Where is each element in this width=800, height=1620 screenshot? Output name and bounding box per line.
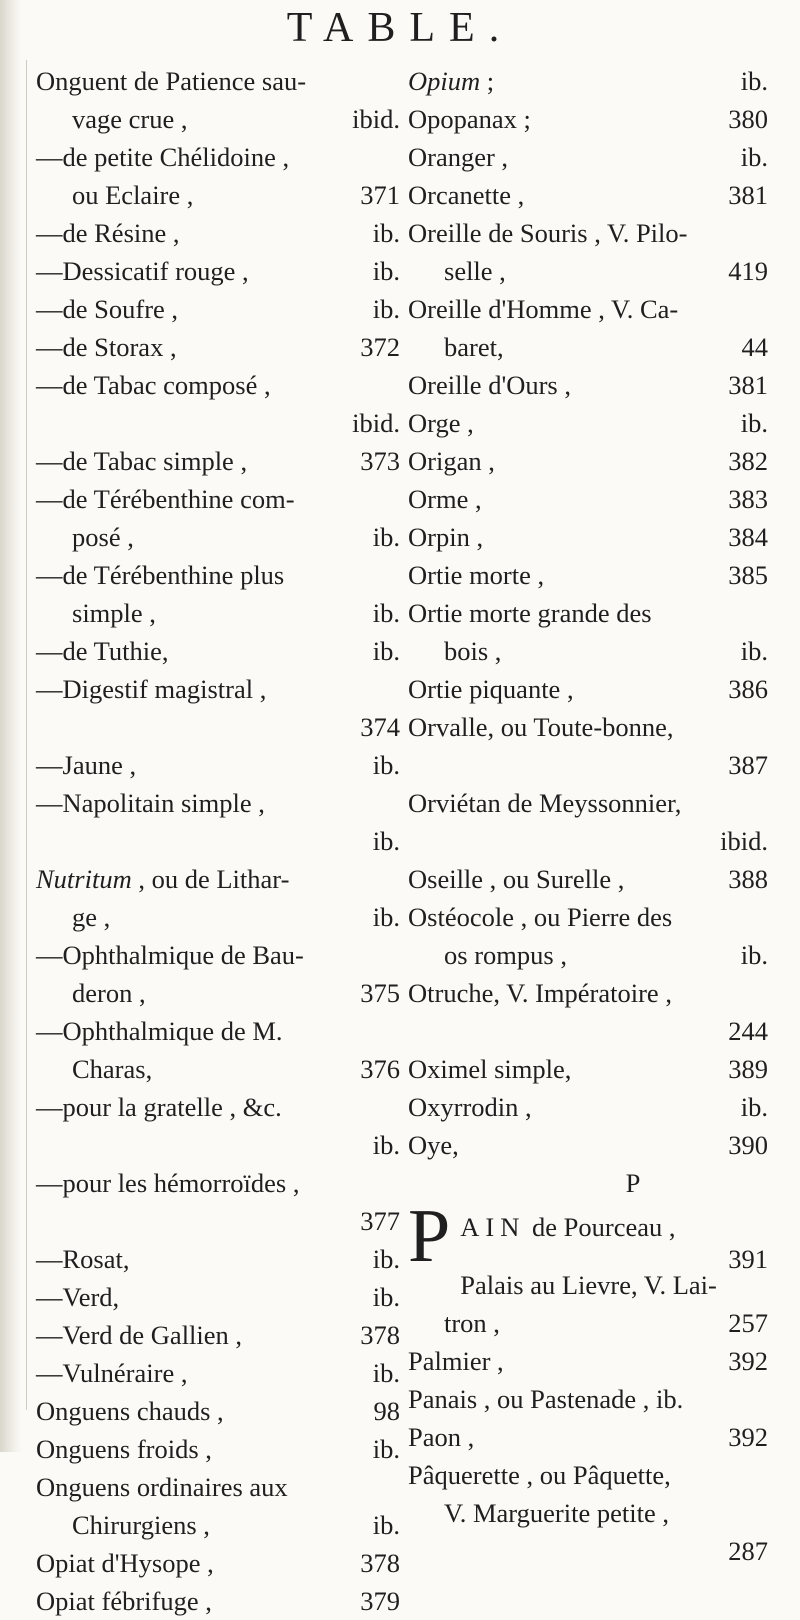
index-entry: [36, 62, 400, 138]
entry-line: [36, 1088, 400, 1126]
index-entry: [36, 632, 400, 670]
entry-line: [36, 746, 400, 784]
entry-line: [36, 594, 400, 632]
index-entry: [36, 138, 400, 214]
entry-term: —pour les hémorroïdes ,: [36, 1168, 300, 1198]
entry-term: Oye,: [408, 1130, 459, 1160]
page-ref: 381: [728, 370, 768, 400]
entry-term: —de Résine ,: [36, 218, 180, 248]
entry-line: [36, 1126, 400, 1164]
entry-line: [408, 556, 768, 594]
page-ref: ib.: [740, 1092, 768, 1122]
page-ref: ibid.: [352, 104, 400, 134]
entry-term: Opopanax ;: [408, 104, 531, 134]
page-ref: ib.: [372, 636, 400, 666]
index-entry: [408, 214, 768, 290]
index-entry: [36, 1468, 400, 1544]
index-entry: [36, 1012, 400, 1088]
page-ref: 419: [728, 256, 768, 286]
page-ref: ib.: [372, 826, 400, 856]
index-entry: [408, 1380, 768, 1418]
index-entry: [36, 784, 400, 860]
entry-line: [408, 252, 768, 290]
index-entry: [36, 670, 400, 746]
section-p: [408, 1194, 768, 1570]
entry-term: Paon ,: [408, 1422, 475, 1452]
entry-term: Orpin ,: [408, 522, 484, 552]
entry-term: —de Tabac composé ,: [36, 370, 271, 400]
entry-line: [36, 1430, 400, 1468]
margin-rule: [26, 60, 27, 1410]
entry-term: Onguent de Patience sau-: [36, 66, 307, 96]
page-ref: ib.: [372, 1244, 400, 1274]
entry-term: Oseille , ou Surelle ,: [408, 864, 625, 894]
index-entry: [36, 366, 400, 442]
entry-term: Chirurgiens ,: [72, 1510, 210, 1540]
page-ref: 389: [728, 1054, 768, 1084]
index-entry: [408, 1418, 768, 1456]
entry-term: Palais au Lievre, V. Lai-: [460, 1270, 717, 1300]
index-entry: [36, 1392, 400, 1430]
entry-term: —Rosat,: [36, 1244, 130, 1274]
page-ref: 388: [728, 864, 768, 894]
page-ref: ib.: [372, 1434, 400, 1464]
page-ref: ib.: [372, 1358, 400, 1388]
section-p-first-entry: [408, 1194, 768, 1278]
index-entry: [408, 100, 768, 138]
entry-term: Opium ;: [408, 66, 495, 96]
entry-term: —Jaune ,: [36, 750, 137, 780]
entry-line: [408, 518, 768, 556]
entry-term: Panais , ou Pastenade , ib.: [408, 1384, 684, 1414]
index-entry: [408, 366, 768, 404]
entry-line: [408, 138, 768, 176]
entry-line: [408, 1456, 768, 1494]
entry-term: Charas,: [72, 1054, 153, 1084]
entry-line: [36, 556, 400, 594]
index-entry: [408, 1088, 768, 1126]
page-ref: 387: [728, 750, 768, 780]
entry-line: [408, 328, 768, 366]
entry-term: Ostéocole , ou Pierre des: [408, 902, 673, 932]
index-entry: [36, 290, 400, 328]
entry-term: Palmier ,: [408, 1346, 504, 1376]
entry-line: [36, 784, 400, 822]
catchword: P: [625, 1168, 641, 1198]
index-entry: [408, 518, 768, 556]
entry-term: ge ,: [72, 902, 111, 932]
index-entry: [36, 1240, 400, 1278]
index-entry: [408, 1126, 768, 1164]
entry-term: —de petite Chélidoine ,: [36, 142, 290, 172]
entry-line: [36, 632, 400, 670]
index-entry: [408, 594, 768, 670]
entry-line: [36, 1468, 400, 1506]
entry-line: [36, 252, 400, 290]
entry-line: [408, 746, 768, 784]
entry-term: —de Térébenthine plus: [36, 560, 285, 590]
index-entry: [408, 670, 768, 708]
entry-term: Oreille d'Homme , V. Ca-: [408, 294, 679, 324]
entry-line: [408, 214, 768, 252]
entry-line: [408, 290, 768, 328]
entry-line: [36, 822, 400, 860]
page-ref: 374: [360, 712, 400, 742]
entry-term: Orviétan de Meyssonnier,: [408, 788, 682, 818]
index-entry: [36, 746, 400, 784]
page-ref: 390: [728, 1130, 768, 1160]
index-entry: [408, 1456, 768, 1532]
page-ref: 373: [360, 446, 400, 476]
entry-term: Orcanette ,: [408, 180, 525, 210]
entry-line: [36, 1506, 400, 1544]
right-column: [408, 62, 768, 1570]
entry-line: [36, 974, 400, 1012]
page-ref: 392: [728, 1346, 768, 1376]
entry-line: [36, 1278, 400, 1316]
entry-line: [408, 480, 768, 518]
entry-term: Oreille de Souris , V. Pilo-: [408, 218, 688, 248]
page-ref: ibid.: [352, 408, 400, 438]
entry-line: [36, 176, 400, 214]
index-entry: [408, 1164, 768, 1202]
page-ref: ib.: [372, 522, 400, 552]
entry-line: [36, 860, 400, 898]
entry-term: Orme ,: [408, 484, 482, 514]
entry-term: os rompus ,: [444, 940, 567, 970]
page-ref: 378: [360, 1548, 400, 1578]
entry-line: [36, 480, 400, 518]
index-entry: [36, 328, 400, 366]
entry-line: [408, 594, 768, 632]
entry-term: Oximel simple,: [408, 1054, 572, 1084]
entry-term: Oranger ,: [408, 142, 509, 172]
page-ref: 379: [360, 1586, 400, 1616]
entry-line: [36, 1050, 400, 1088]
index-entry: [36, 1430, 400, 1468]
entry-term: Onguens froids ,: [36, 1434, 212, 1464]
index-entry: [408, 974, 768, 1050]
entry-term: vage crue ,: [72, 104, 188, 134]
index-entry: [36, 442, 400, 480]
entry-line: [36, 1202, 400, 1240]
entry-term: Otruche, V. Impératoire ,: [408, 978, 672, 1008]
entry-line: [36, 1164, 400, 1202]
entry-line: [36, 442, 400, 480]
entry-line: [408, 100, 768, 138]
entry-term: —de Tuthie,: [36, 636, 169, 666]
index-entry: [36, 1582, 400, 1620]
index-entry: [408, 480, 768, 518]
entry-term: —de Storax ,: [36, 332, 177, 362]
entry-line: [408, 1050, 768, 1088]
entry-term: Opiat d'Hysope ,: [36, 1548, 214, 1578]
right-column-entries: [408, 62, 768, 1202]
entry-term: simple ,: [72, 598, 156, 628]
first-page-ref: 391: [728, 1244, 768, 1274]
entry-line: [408, 936, 768, 974]
page-ref: ib.: [740, 636, 768, 666]
page-ref: 384: [728, 522, 768, 552]
entry-line: [408, 974, 768, 1012]
page-ref: ib.: [372, 598, 400, 628]
page-ref: 375: [360, 978, 400, 1008]
index-entry: [36, 1316, 400, 1354]
first-rest: de Pourceau ,: [532, 1212, 676, 1242]
entry-term: Oxyrrodin ,: [408, 1092, 532, 1122]
entry-term: baret,: [444, 332, 504, 362]
entry-term: —Verd,: [36, 1282, 120, 1312]
entry-line: [408, 1380, 768, 1418]
entry-line: [36, 1582, 400, 1620]
entry-term: Orvalle, ou Toute-bonne,: [408, 712, 674, 742]
entry-line: [36, 62, 400, 100]
entry-line: [408, 1088, 768, 1126]
entry-term: —de Soufre ,: [36, 294, 179, 324]
page-ref: ib.: [372, 750, 400, 780]
entry-term: —Verd de Gallien ,: [36, 1320, 243, 1350]
entry-term: Orge ,: [408, 408, 474, 438]
page-ref: 257: [728, 1308, 768, 1338]
page-ref: ib.: [372, 218, 400, 248]
index-entry: [408, 860, 768, 898]
entry-term: Nutritum , ou de Lithar-: [36, 864, 290, 894]
page-ref: ib.: [740, 408, 768, 438]
page-ref: 377: [360, 1206, 400, 1236]
index-entry: [36, 1354, 400, 1392]
entry-line: [36, 1544, 400, 1582]
page-header: TABLE.: [286, 5, 514, 51]
entry-line: [408, 1494, 768, 1532]
entry-term: Onguens ordinaires aux: [36, 1472, 288, 1502]
index-entry: [36, 1544, 400, 1582]
entry-line: [36, 404, 400, 442]
page-ref: 381: [728, 180, 768, 210]
entry-line: [36, 100, 400, 138]
entry-line: [408, 62, 768, 100]
entry-line: [408, 1418, 768, 1456]
entry-term: selle ,: [444, 256, 506, 286]
left-column: [36, 62, 400, 1620]
index-entry: [36, 1088, 400, 1164]
index-entry: [408, 1050, 768, 1088]
entry-term: —pour la gratelle , &c.: [36, 1092, 282, 1122]
entry-term: ou Eclaire ,: [72, 180, 194, 210]
entry-term: tron ,: [444, 1308, 500, 1338]
page-ref: ib.: [740, 66, 768, 96]
entry-term: deron ,: [72, 978, 146, 1008]
index-entry: [408, 708, 768, 784]
index-entry: [408, 404, 768, 442]
entry-term: —Vulnéraire ,: [36, 1358, 188, 1388]
entry-term: Pâquerette , ou Pâquette,: [408, 1460, 671, 1490]
page-ref: 98: [373, 1396, 400, 1426]
entry-line: [408, 632, 768, 670]
entry-line: [408, 670, 768, 708]
page-ref: 287: [728, 1536, 768, 1566]
entry-term: —de Térébenthine com-: [36, 484, 295, 514]
first-word: AIN: [460, 1212, 526, 1242]
entry-term: Opiat fébrifuge ,: [36, 1586, 212, 1616]
entry-line: [408, 442, 768, 480]
page-ref: 380: [728, 104, 768, 134]
entry-line: [408, 1342, 768, 1380]
index-entry: [408, 1342, 768, 1380]
entry-line: [36, 1392, 400, 1430]
page-ref: 244: [728, 1016, 768, 1046]
page-ref: ibid.: [720, 826, 768, 856]
index-entry: [408, 442, 768, 480]
entry-line: [408, 176, 768, 214]
entry-term: —Digestif magistral ,: [36, 674, 267, 704]
entry-line: [408, 708, 768, 746]
section-p-entries: [408, 1266, 768, 1570]
index-entry: [408, 176, 768, 214]
index-entry: [36, 1278, 400, 1316]
index-entry: [36, 1164, 400, 1240]
entry-term: —Napolitain simple ,: [36, 788, 265, 818]
index-entry: [36, 214, 400, 252]
entry-term: Ortie morte grande des: [408, 598, 652, 628]
page-ref: 383: [728, 484, 768, 514]
page-ref: 376: [360, 1054, 400, 1084]
index-entry: [408, 1532, 768, 1570]
entry-line: [408, 1304, 768, 1342]
entry-line: [36, 290, 400, 328]
entry-term: Ortie piquante ,: [408, 674, 574, 704]
entry-line: [408, 404, 768, 442]
entry-line: [36, 328, 400, 366]
index-entry: [36, 936, 400, 1012]
entry-line: [408, 898, 768, 936]
index-entry: [408, 1266, 768, 1342]
page-ref: ib.: [372, 902, 400, 932]
entry-line: [36, 898, 400, 936]
entry-line: [36, 1316, 400, 1354]
entry-line: [36, 1354, 400, 1392]
entry-term: —de Tabac simple ,: [36, 446, 248, 476]
page-ref: ib.: [372, 256, 400, 286]
entry-line: [408, 1532, 768, 1570]
index-entry: [408, 556, 768, 594]
index-entry: [408, 62, 768, 100]
index-entry: [408, 898, 768, 974]
entry-term: posé ,: [72, 522, 134, 552]
entry-term: —Ophthalmique de Bau-: [36, 940, 304, 970]
book-gutter: [0, 0, 22, 1452]
index-entry: [36, 860, 400, 936]
entry-line: [408, 860, 768, 898]
entry-line: [36, 1240, 400, 1278]
entry-line: [36, 936, 400, 974]
index-entry: [408, 138, 768, 176]
entry-term: V. Marguerite petite ,: [444, 1498, 669, 1528]
page-ref: ib.: [372, 1130, 400, 1160]
page-ref: 44: [741, 332, 768, 362]
entry-line: [36, 366, 400, 404]
entry-line: [36, 670, 400, 708]
entry-term: —Ophthalmique de M.: [36, 1016, 283, 1046]
page-ref: 371: [360, 180, 400, 210]
entry-line: [408, 1266, 768, 1304]
entry-line: [408, 1126, 768, 1164]
entry-line: [36, 214, 400, 252]
entry-line: [408, 784, 768, 822]
index-entry: [408, 290, 768, 366]
drop-initial: P: [408, 1194, 451, 1278]
page-ref: 392: [728, 1422, 768, 1452]
entry-line: [408, 1164, 768, 1202]
index-entry: [36, 252, 400, 290]
entry-line: [408, 822, 768, 860]
page-ref: 382: [728, 446, 768, 476]
index-entry: [36, 480, 400, 556]
index-entry: [408, 784, 768, 860]
page-ref: ib.: [740, 940, 768, 970]
entry-line: [408, 366, 768, 404]
entry-term: bois ,: [444, 636, 502, 666]
page-ref: ib.: [372, 1282, 400, 1312]
page-ref: ib.: [372, 1510, 400, 1540]
entry-line: [36, 708, 400, 746]
entry-term: Ortie morte ,: [408, 560, 545, 590]
entry-line: [36, 138, 400, 176]
entry-line: [408, 1012, 768, 1050]
entry-line: [36, 518, 400, 556]
page-ref: 386: [728, 674, 768, 704]
entry-line: [36, 1012, 400, 1050]
entry-term: Onguens chauds ,: [36, 1396, 224, 1426]
entry-term: —Dessicatif rouge ,: [36, 256, 249, 286]
index-entry: [36, 556, 400, 632]
page-ref: 378: [360, 1320, 400, 1350]
entry-term: Origan ,: [408, 446, 495, 476]
page-ref: ib.: [740, 142, 768, 172]
page-ref: ib.: [372, 294, 400, 324]
page-ref: 385: [728, 560, 768, 590]
entry-term: Oreille d'Ours ,: [408, 370, 571, 400]
page-ref: 372: [360, 332, 400, 362]
